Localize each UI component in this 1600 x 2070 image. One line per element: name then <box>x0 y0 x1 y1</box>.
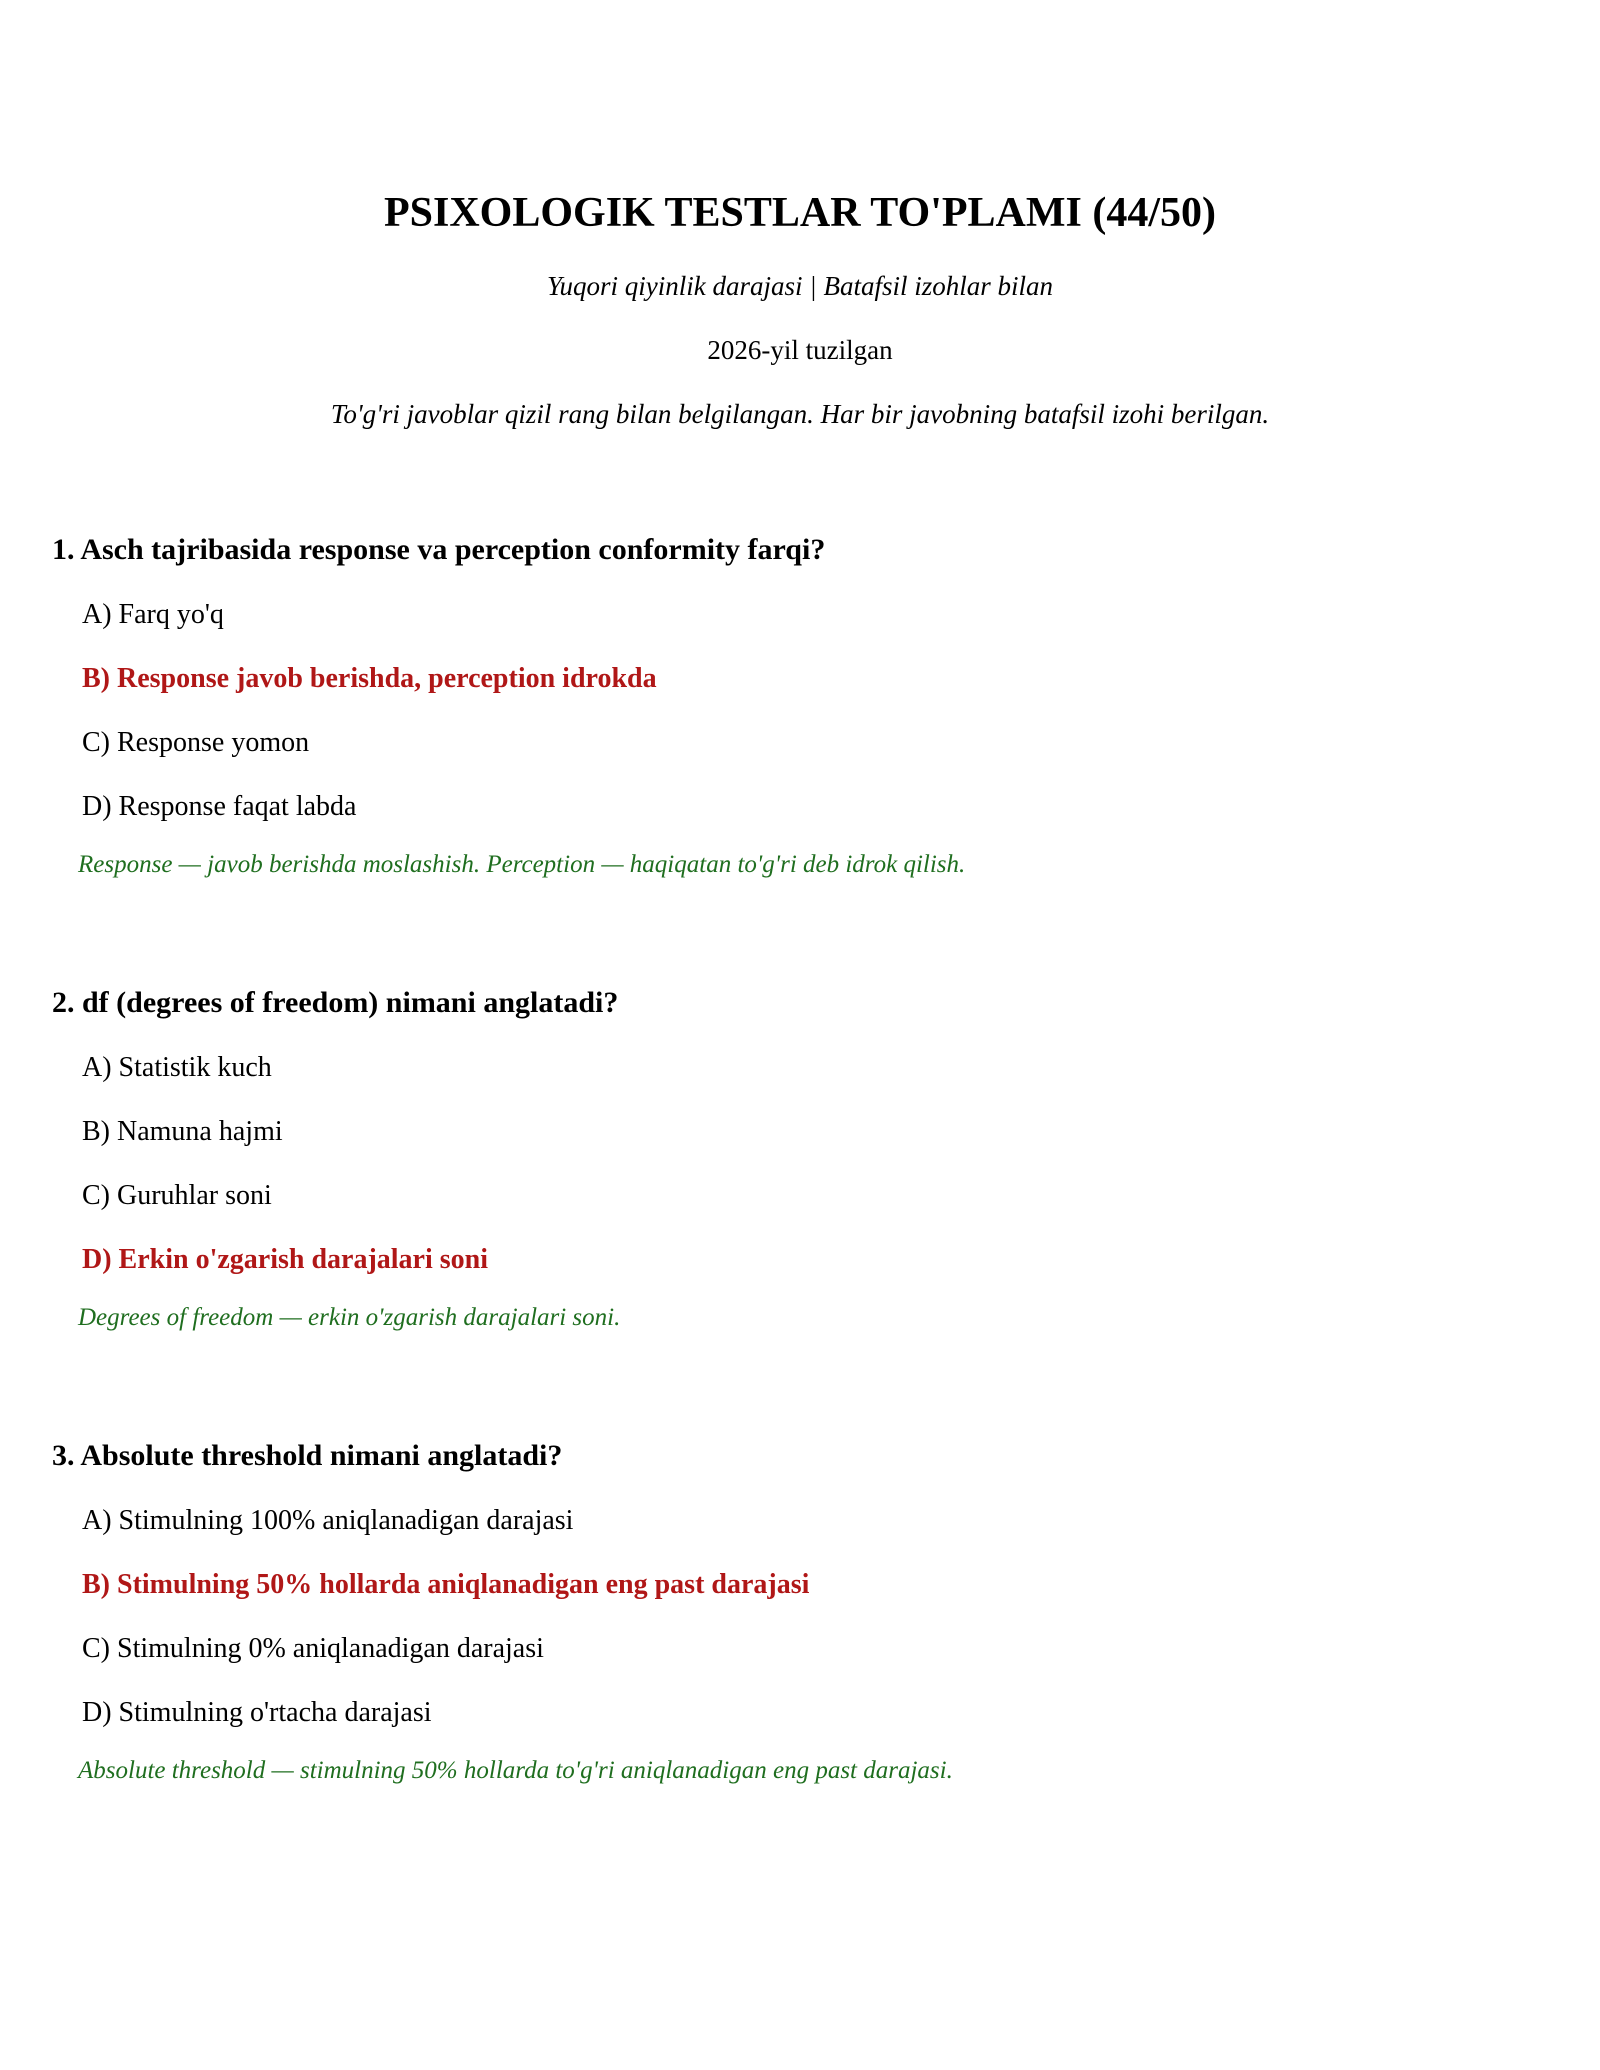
option-d: D) Stimulning o'rtacha darajasi <box>82 1697 432 1728</box>
option-d: D) Response faqat labda <box>82 791 357 822</box>
page-subtitle: Yuqori qiyinlik darajasi | Batafsil izohlar bilan <box>547 271 1053 301</box>
answer-explanation: Degrees of freedom — erkin o'zgarish darajalari soni. <box>78 1304 621 1331</box>
question-1 <box>52 530 1552 882</box>
question-2 <box>52 983 1552 1335</box>
option-d: D) Erkin o'zgarish darajalari soni <box>82 1244 489 1275</box>
answer-explanation: Response — javob berishda moslashish. Perception — haqiqatan to'g'ri deb idrok qilish. <box>78 851 966 878</box>
option-c: C) Stimulning 0% aniqlanadigan darajasi <box>82 1633 544 1664</box>
instructions-note: To'g'ri javoblar qizil rang bilan belgilangan. Har bir javobning batafsil izohi berilgan. <box>330 399 1270 429</box>
answer-explanation: Absolute threshold — stimulning 50% hollarda to'g'ri aniqlanadigan eng past darajasi. <box>78 1757 953 1784</box>
question-text: 3. Absolute threshold nimani anglatadi? <box>52 1439 563 1472</box>
option-b: B) Namuna hajmi <box>82 1116 283 1147</box>
option-b: B) Stimulning 50% hollarda aniqlanadigan eng past darajasi <box>82 1569 810 1600</box>
option-a: A) Farq yo'q <box>82 599 224 630</box>
option-c: C) Guruhlar soni <box>82 1180 272 1211</box>
page-title: PSIXOLOGIK TESTLAR TO'PLAMI (44/50) <box>383 190 1216 236</box>
creation-year: 2026-yil tuzilgan <box>707 335 893 365</box>
question-text: 2. df (degrees of freedom) nimani anglatadi? <box>52 986 619 1019</box>
option-a: A) Statistik kuch <box>82 1052 272 1083</box>
option-a: A) Stimulning 100% aniqlanadigan darajasi <box>82 1505 574 1536</box>
question-text: 1. Asch tajribasida response va perception conformity farqi? <box>52 533 826 566</box>
question-3 <box>52 1436 1552 1788</box>
option-b: B) Response javob berishda, perception idrokda <box>82 663 657 694</box>
option-c: C) Response yomon <box>82 727 310 758</box>
